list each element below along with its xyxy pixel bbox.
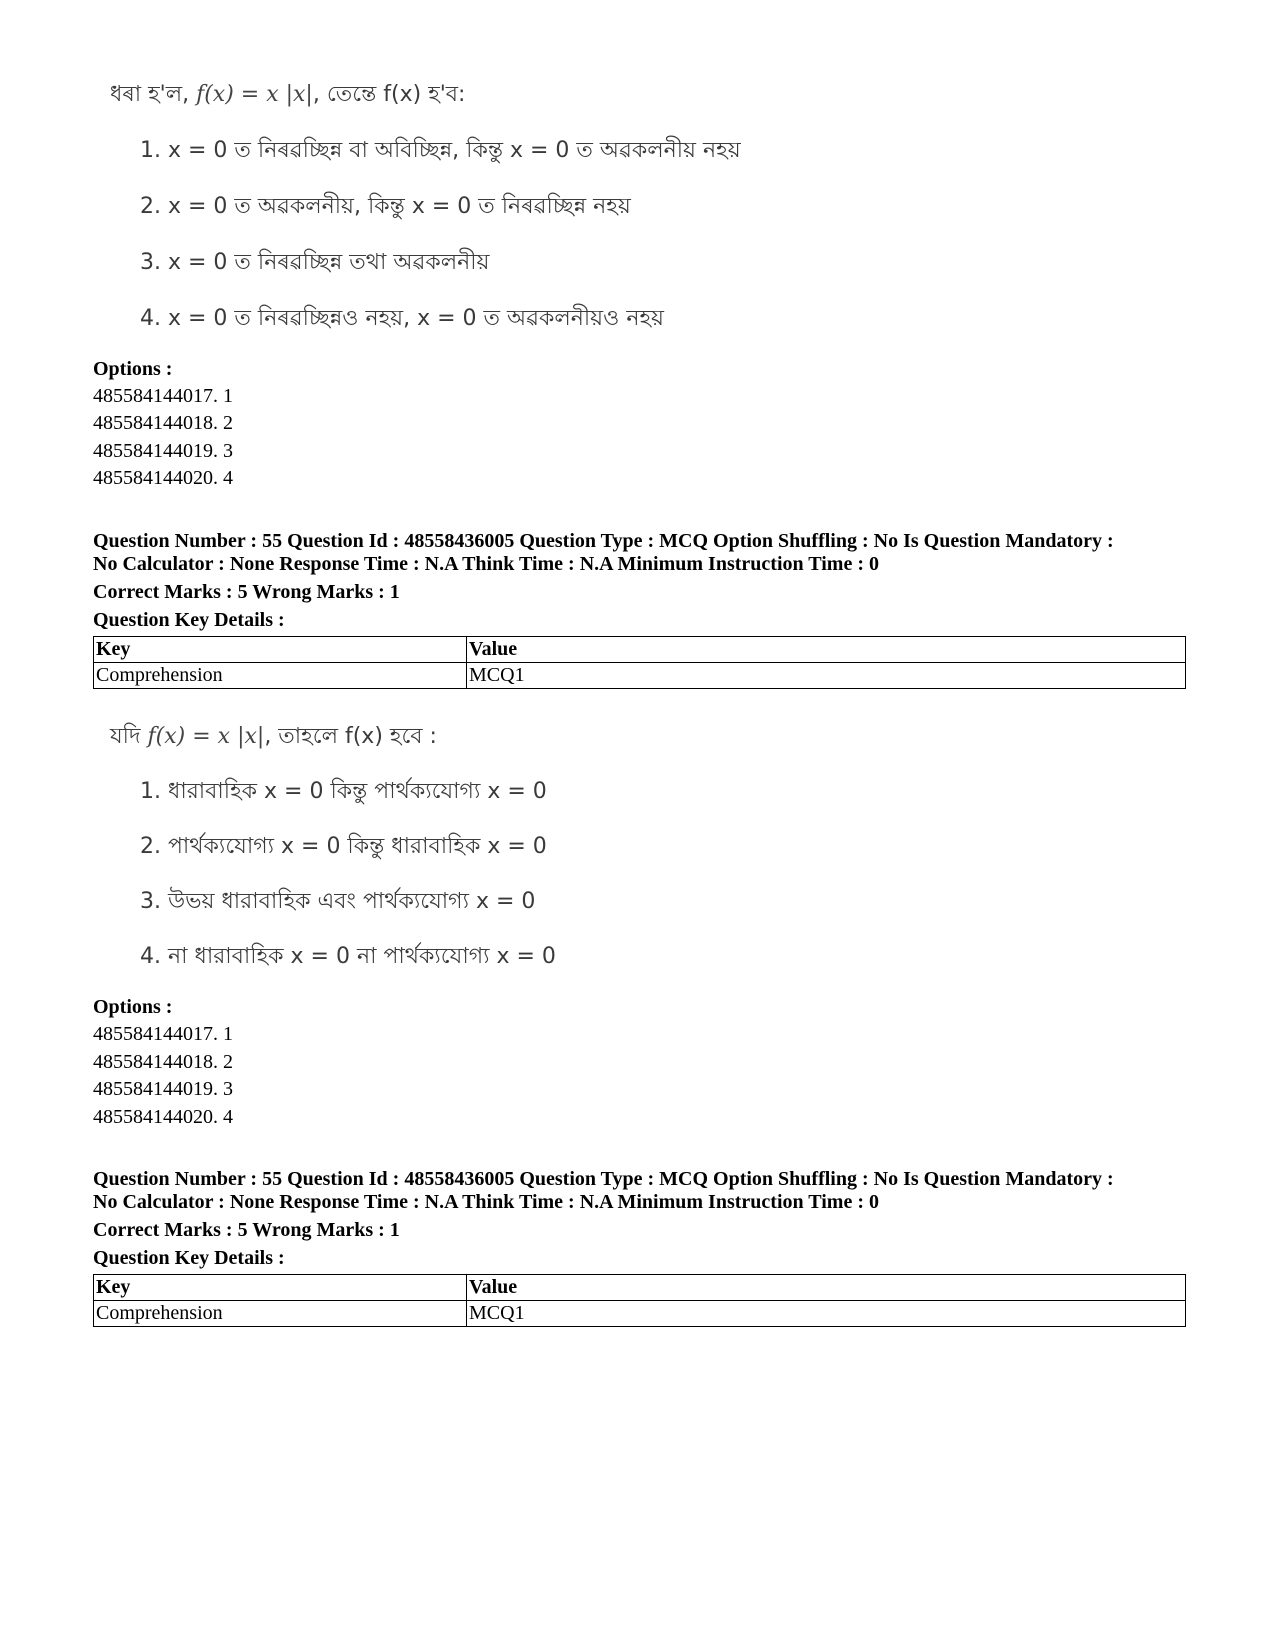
stem-math: f(x) = x |x| bbox=[196, 82, 313, 107]
question-image-assamese bbox=[110, 80, 741, 334]
question-meta-line-1: Question Number : 55 Question Id : 48558436005 Question Type : MCQ Option Shuffling : No Is Question Mandatory : bbox=[93, 530, 1114, 552]
stem-prefix: যদি bbox=[110, 724, 148, 749]
table-header-key: Key bbox=[94, 1275, 467, 1301]
question-option-2: 2. x = 0 ত অৱকলনীয়, কিন্তু x = 0 ত নিৰৱচ্ছিন্ন নহয় bbox=[140, 194, 631, 219]
question-option-3: 3. x = 0 ত নিৰৱচ্ছিন্ন তথা অৱকলনীয় bbox=[140, 250, 490, 275]
question-meta bbox=[93, 530, 1203, 576]
options-label: Options : bbox=[93, 358, 173, 380]
question-option-4: 4. x = 0 ত নিৰৱচ্ছিন্নও নহয়, x = 0 ত অৱকলনীয়ও নহয় bbox=[140, 306, 664, 331]
question-meta-line-1: Question Number : 55 Question Id : 48558436005 Question Type : MCQ Option Shuffling : No Is Question Mandatory : bbox=[93, 1168, 1114, 1190]
key-details-label: Question Key Details : bbox=[93, 609, 285, 631]
option-line-3: 485584144019. 3 bbox=[93, 1078, 233, 1100]
question-meta bbox=[93, 1168, 1203, 1214]
stem-prefix: ধৰা হ'ল, bbox=[110, 82, 197, 107]
table-cell-value: MCQ1 bbox=[467, 1301, 1186, 1327]
option-line-4: 485584144020. 4 bbox=[93, 1106, 233, 1128]
key-details-table bbox=[93, 636, 1186, 689]
question-option-1: 1. ধারাবাহিক x = 0 কিন্তু পার্থক্যযোগ্য x = 0 bbox=[140, 779, 547, 804]
stem-suffix: , তাহলে f(x) হবে : bbox=[264, 724, 437, 749]
options-label: Options : bbox=[93, 996, 173, 1018]
option-line-1: 485584144017. 1 bbox=[93, 385, 233, 407]
question-image-bengali bbox=[110, 722, 556, 972]
table-cell-key: Comprehension bbox=[94, 663, 467, 689]
question-option-2: 2. পার্থক্যযোগ্য x = 0 কিন্তু ধারাবাহিক x = 0 bbox=[140, 834, 547, 859]
key-details-table bbox=[93, 1274, 1186, 1327]
option-line-2: 485584144018. 2 bbox=[93, 1051, 233, 1073]
question-meta-line-2: No Calculator : None Response Time : N.A Think Time : N.A Minimum Instruction Time : 0 bbox=[93, 553, 879, 575]
stem-math: f(x) = x |x| bbox=[147, 724, 265, 749]
table-cell-value: MCQ1 bbox=[467, 663, 1186, 689]
stem-suffix: , তেন্তে f(x) হ'ব: bbox=[312, 82, 466, 107]
question-option-1: 1. x = 0 ত নিৰৱচ্ছিন্ন বা অবিচ্ছিন্ন, কিন্তু x = 0 ত অৱকলনীয় নহয় bbox=[140, 138, 741, 163]
table-header-key: Key bbox=[94, 637, 467, 663]
table-row bbox=[94, 663, 1186, 689]
table-row bbox=[94, 1301, 1186, 1327]
table-header-row bbox=[94, 637, 1186, 663]
question-meta-line-2: No Calculator : None Response Time : N.A Think Time : N.A Minimum Instruction Time : 0 bbox=[93, 1191, 879, 1213]
question-stem bbox=[110, 80, 741, 110]
question-option-3: 3. উভয় ধারাবাহিক এবং পার্থক্যযোগ্য x = 0 bbox=[140, 889, 536, 914]
marks-line: Correct Marks : 5 Wrong Marks : 1 bbox=[93, 1219, 400, 1241]
table-header-value: Value bbox=[467, 637, 1186, 663]
table-header-row bbox=[94, 1275, 1186, 1301]
option-line-3: 485584144019. 3 bbox=[93, 440, 233, 462]
table-cell-key: Comprehension bbox=[94, 1301, 467, 1327]
option-line-4: 485584144020. 4 bbox=[93, 467, 233, 489]
marks-line: Correct Marks : 5 Wrong Marks : 1 bbox=[93, 581, 400, 603]
option-line-2: 485584144018. 2 bbox=[93, 412, 233, 434]
key-details-label: Question Key Details : bbox=[93, 1247, 285, 1269]
question-stem bbox=[110, 722, 556, 752]
table-header-value: Value bbox=[467, 1275, 1186, 1301]
question-option-4: 4. না ধারাবাহিক x = 0 না পার্থক্যযোগ্য x = 0 bbox=[140, 944, 556, 969]
option-line-1: 485584144017. 1 bbox=[93, 1023, 233, 1045]
